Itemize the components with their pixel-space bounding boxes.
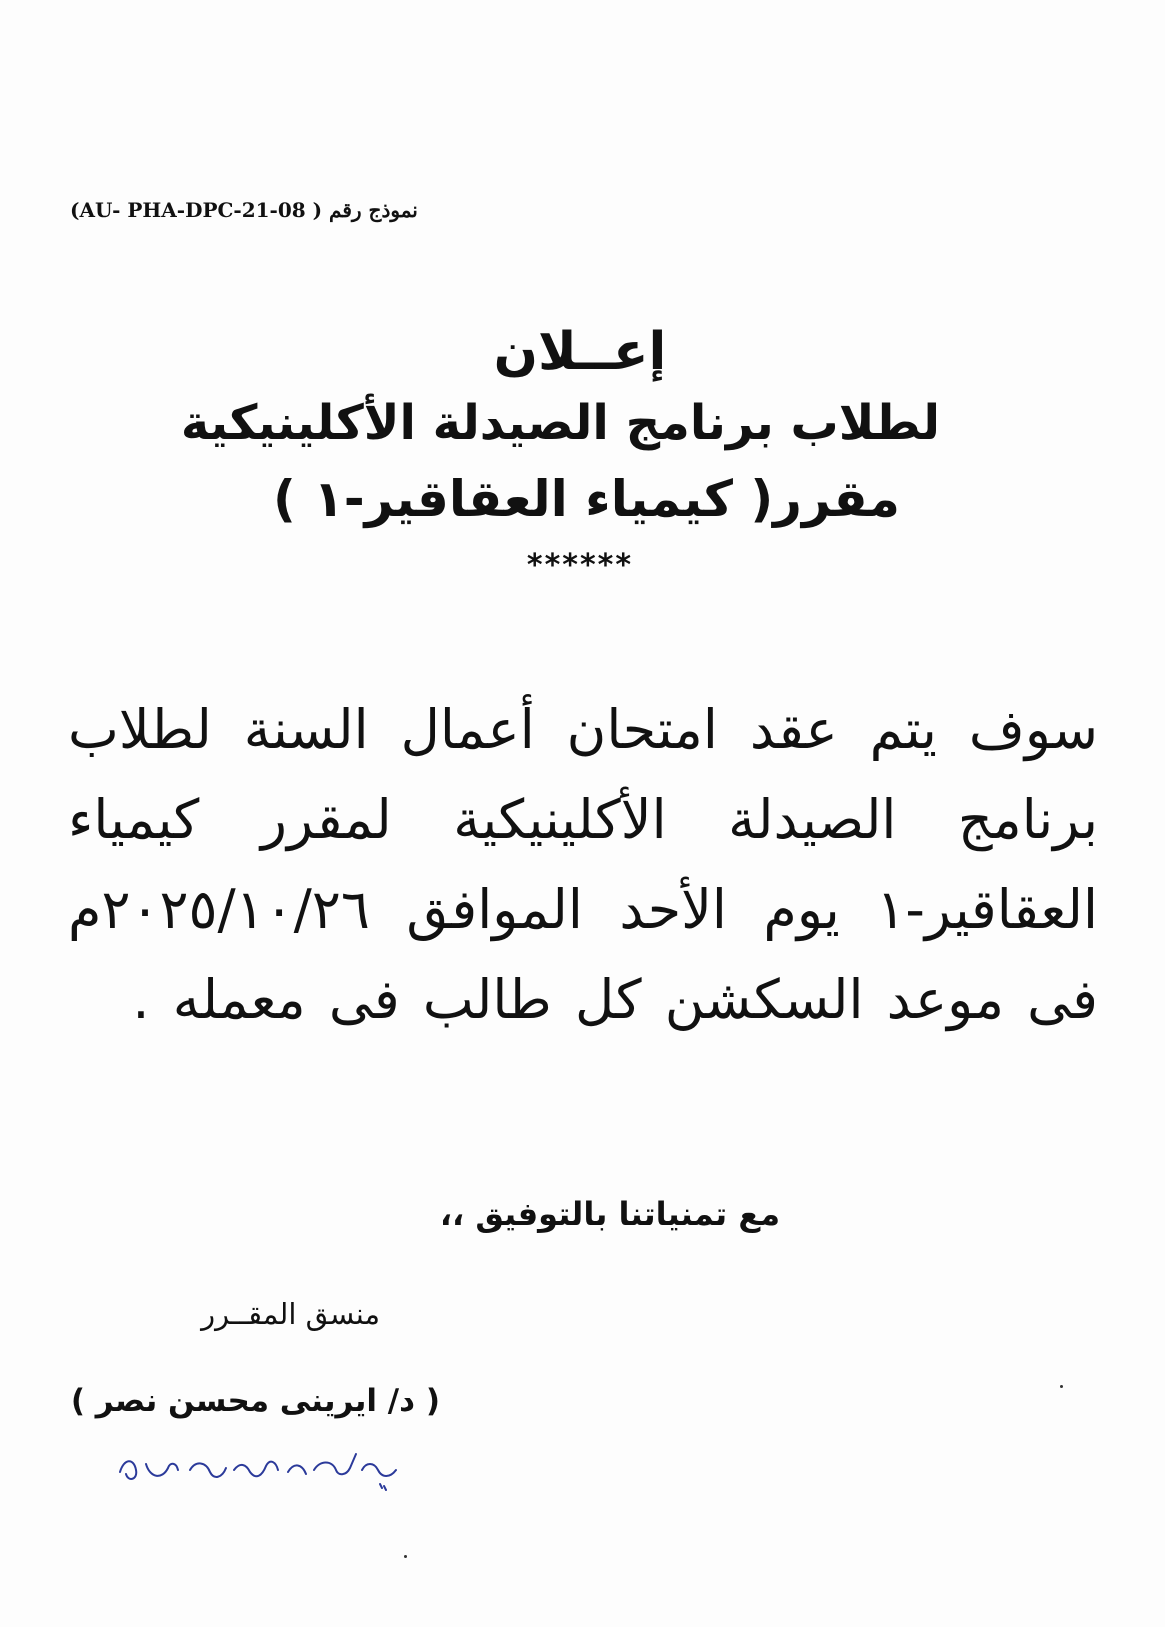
announcement-title: إعــلان <box>493 322 667 382</box>
closing-wishes: مع تمنياتنا بالتوفيق ،، <box>439 1195 780 1233</box>
handwritten-signature <box>110 1440 410 1500</box>
scan-speck <box>404 1555 407 1558</box>
course-heading: مقرر( كيمياء العقاقير-١ ) <box>273 470 900 528</box>
coordinator-name: ( د/ ايرينى محسن نصر ) <box>70 1383 440 1419</box>
separator-stars: ****** <box>526 548 634 583</box>
form-number: نموذج رقم ( AU- PHA-DPC-21-08) <box>70 198 418 222</box>
scan-speck <box>1060 1385 1063 1388</box>
program-heading: لطلاب برنامج الصيدلة الأكلينيكية <box>180 395 940 451</box>
coordinator-label: منسق المقــرر <box>201 1297 380 1331</box>
announcement-body: سوف يتم عقد امتحان أعمال السنة لطلاب برنامج الصيدلة الأكلينيكية لمقرر كيمياء العقاقير-١ يوم الأحد الموافق ٢٠٢٥/١٠/٢٦م فى موعد السكشن كل طالب فى معمله . <box>68 698 1098 1031</box>
